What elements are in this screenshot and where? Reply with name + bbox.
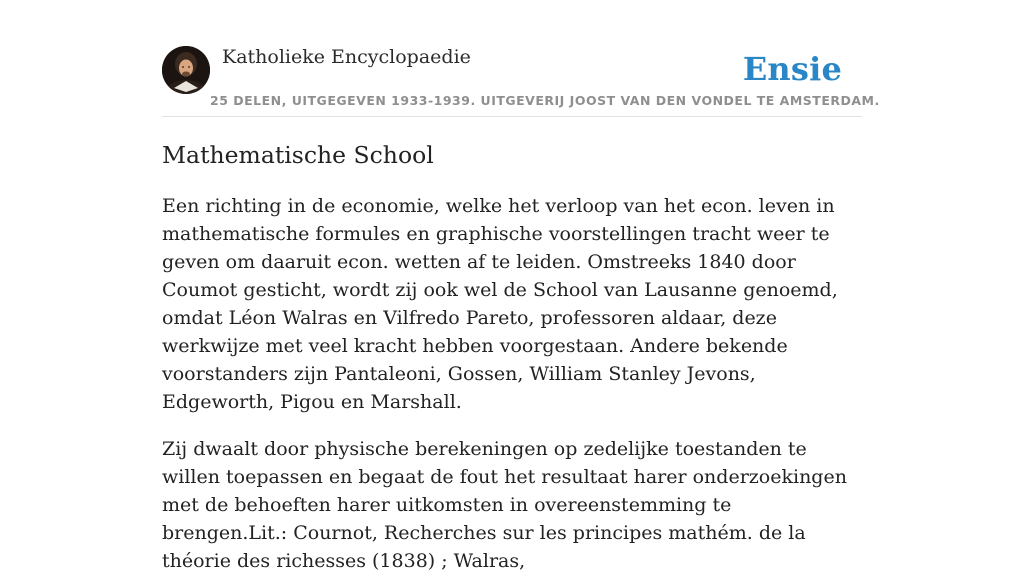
portrait-icon[interactable] — [162, 46, 210, 94]
site-header — [162, 44, 880, 117]
site-title[interactable]: Katholieke Encyclopaedie — [222, 46, 471, 68]
brand-logo[interactable]: Ensie — [742, 50, 842, 88]
article — [162, 138, 862, 575]
article-paragraph-2: Zij dwaalt door physische berekeningen op zedelijke toestanden te willen toepassen en begaat de fout het resultaat harer onderzoekingen met de behoeften harer uitkomsten in overeenstemming te brengen.Lit.: Cournot, Recherches sur les principes mathém. de la théorie des richesses (1838) ; Walras, — [162, 438, 847, 572]
article-paragraph-1: Een richting in de economie, welke het verloop van het econ. leven in mathematische formules en graphische voorstellingen tracht weer te geven om daaruit econ. wetten af te leiden. Omstreeks 1840 door Coumot gesticht, wordt zij ook wel de School van Lausanne genoemd, omdat Léon Walras en Vilfredo Pareto, professoren aldaar, deze werkwijze met veel kracht hebben voorgestaan. Andere bekende voorstanders zijn Pantaleoni, Gossen, William Stanley Jevons, Edgeworth, Pigou en Marshall. — [162, 195, 838, 413]
article-title: Mathematische School — [162, 141, 434, 169]
source-subtitle: 25 DELEN, UITGEGEVEN 1933-1939. UITGEVERIJ JOOST VAN DEN VONDEL TE AMSTERDAM. — [210, 93, 880, 108]
